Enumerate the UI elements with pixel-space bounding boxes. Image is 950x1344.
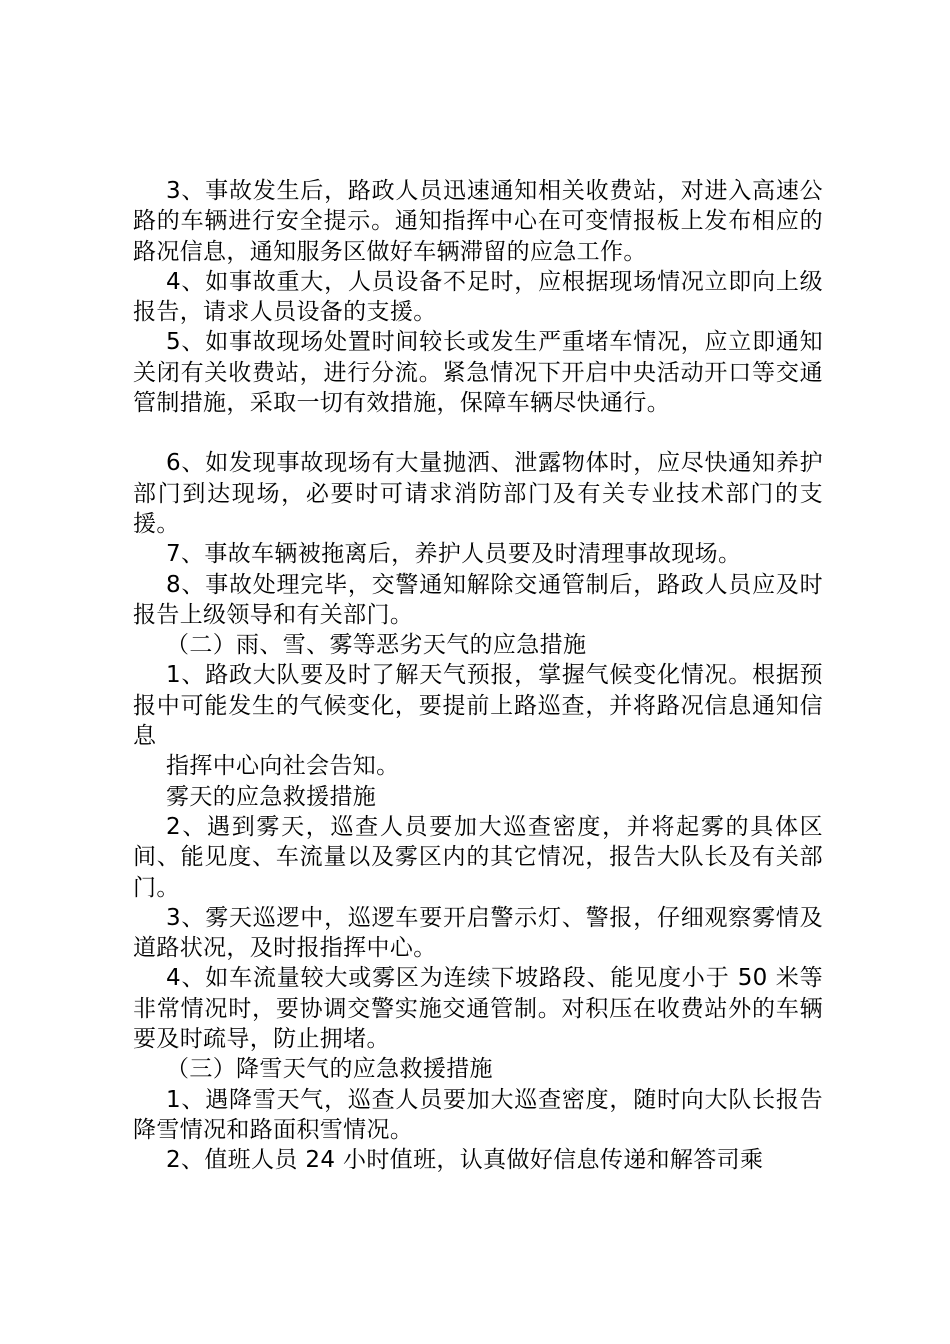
- subheading-fog-measures: 雾天的应急救援措施: [166, 783, 377, 810]
- paragraph-4-fog-traffic-control: 4、如车流量较大或雾区为连续下坡路段、能见度小于 50 米等非常情况时，要协调交警实施交通管制。对积压在收费站外的车辆要及时疏导，防止拥堵。: [133, 965, 823, 1053]
- paragraph-2-fog-patrol: 2、遇到雾天，巡查人员要加大巡查密度，并将起雾的具体区间、能见度、车流量以及雾区内的其它情况，报告大队长及有关部门。: [133, 813, 823, 901]
- document-body: [133, 176, 823, 1176]
- paragraph-8-report-completion: 8、事故处理完毕，交警通知解除交通管制后，路政人员应及时报告上级领导和有关部门。: [133, 571, 823, 628]
- paragraph-4-major-accident: 4、如事故重大，人员设备不足时，应根据现场情况立即向上级报告，请求人员设备的支援。: [133, 268, 823, 326]
- paragraph-1-weather-forecast: 1、路政大队要及时了解天气预报，掌握气候变化情况。根据预报中可能发生的气候变化，要提前上路巡查，并将路况信息通知信息: [133, 662, 823, 750]
- paragraph-5-traffic-diversion: 5、如事故现场处置时间较长或发生严重堵车情况，应立即通知关闭有关收费站，进行分流。紧急情况下开启中央活动开口等交通管制措施，采取一切有效措施，保障车辆尽快通行。: [133, 329, 823, 417]
- paragraph-spacer: [133, 418, 823, 448]
- section-heading-snow: （三）降雪天气的应急救援措施: [166, 1056, 493, 1083]
- paragraph-3-notify-toll-stations: 3、事故发生后，路政人员迅速通知相关收费站，对进入高速公路的车辆进行安全提示。通知指挥中心在可变情报板上发布相应的路况信息，通知服务区做好车辆滞留的应急工作。: [133, 178, 823, 265]
- section-heading-severe-weather: （二）雨、雪、雾等恶劣天气的应急措施: [166, 632, 587, 659]
- paragraph-command-center-notice: 指挥中心向社会告知。: [166, 753, 400, 780]
- paragraph-2-duty-staff: 2、值班人员 24 小时值班，认真做好信息传递和解答司乘: [166, 1147, 764, 1174]
- paragraph-3-fog-warning-lights: 3、雾天巡逻中，巡逻车要开启警示灯、警报，仔细观察雾情及道路状况，及时报指挥中心。: [133, 904, 823, 962]
- paragraph-1-snow-patrol: 1、遇降雪天气，巡查人员要加大巡查密度，随时向大队长报告降雪情况和路面积雪情况。: [133, 1086, 823, 1143]
- paragraph-6-spill-handling: 6、如发现事故现场有大量抛洒、泄露物体时，应尽快通知养护部门到达现场，必要时可请求消防部门及有关专业技术部门的支援。: [133, 450, 823, 537]
- paragraph-7-clear-scene: 7、事故车辆被拖离后，养护人员要及时清理事故现场。: [166, 541, 742, 568]
